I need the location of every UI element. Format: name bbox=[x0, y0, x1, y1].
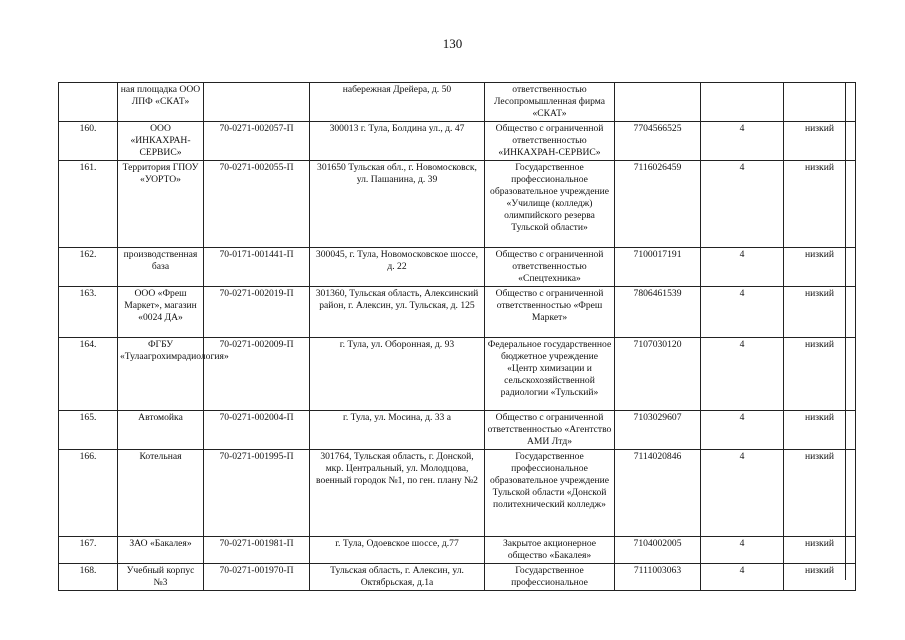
risk-level: низкий bbox=[784, 248, 856, 287]
row-number: 167. bbox=[59, 537, 118, 564]
object-name: производственная база bbox=[118, 248, 204, 287]
row-number bbox=[59, 83, 118, 122]
risk-level: низкий bbox=[784, 537, 856, 564]
object-code: 70-0271-001970-П bbox=[204, 564, 310, 591]
risk-level: низкий bbox=[784, 411, 856, 450]
object-name: ООО «Фреш Маркет», магазин «0024 ДА» bbox=[118, 287, 204, 338]
table-row bbox=[59, 537, 856, 564]
organization: Общество с ограниченной ответственностью «Спецтехника» bbox=[485, 248, 615, 287]
risk-level: низкий bbox=[784, 287, 856, 338]
object-address: набережная Дрейера, д. 50 bbox=[310, 83, 485, 122]
object-address: г. Тула, Одоевское шоссе, д.77 bbox=[310, 537, 485, 564]
object-code: 70-0271-001981-П bbox=[204, 537, 310, 564]
object-name: ная площадка ООО ЛПФ «СКАТ» bbox=[118, 83, 204, 122]
row-number: 165. bbox=[59, 411, 118, 450]
table-row bbox=[59, 122, 856, 161]
inn: 7116026459 bbox=[615, 161, 701, 248]
table-row bbox=[59, 248, 856, 287]
registry-table bbox=[58, 82, 856, 591]
category: 4 bbox=[701, 122, 784, 161]
risk-level: низкий bbox=[784, 564, 856, 591]
row-number: 166. bbox=[59, 450, 118, 537]
page-number: 130 bbox=[442, 36, 463, 51]
object-address: г. Тула, ул. Оборонная, д. 93 bbox=[310, 338, 485, 411]
table-row bbox=[59, 83, 856, 122]
inn: 7100017191 bbox=[615, 248, 701, 287]
row-number: 161. bbox=[59, 161, 118, 248]
table-row bbox=[59, 287, 856, 338]
object-name: ЗАО «Бакалея» bbox=[118, 537, 204, 564]
object-code: 70-0271-001995-П bbox=[204, 450, 310, 537]
organization: Государственное профессиональное образовательное учреждение «Училище (колледж) олимпийского резерва Тульской области» bbox=[485, 161, 615, 248]
table-row bbox=[59, 450, 856, 537]
category: 4 bbox=[701, 338, 784, 411]
object-address: 301650 Тульская обл., г. Новомосковск, ул. Пашанина, д. 39 bbox=[310, 161, 485, 248]
object-address: Тульская область, г. Алексин, ул. Октябрьская, д.1а bbox=[310, 564, 485, 591]
table-row bbox=[59, 338, 856, 411]
object-name: Учебный корпус №3 bbox=[118, 564, 204, 591]
category: 4 bbox=[701, 450, 784, 537]
risk-level: низкий bbox=[784, 122, 856, 161]
row-number: 168. bbox=[59, 564, 118, 591]
organization: Закрытое акционерное общество «Бакалея» bbox=[485, 537, 615, 564]
category: 4 bbox=[701, 411, 784, 450]
object-name: ООО «ИНКАХРАН-СЕРВИС» bbox=[118, 122, 204, 161]
organization: Общество с ограниченной ответственностью «Фреш Маркет» bbox=[485, 287, 615, 338]
object-code: 70-0271-002057-П bbox=[204, 122, 310, 161]
object-name: Автомойка bbox=[118, 411, 204, 450]
inn: 7704566525 bbox=[615, 122, 701, 161]
row-number: 163. bbox=[59, 287, 118, 338]
row-number: 162. bbox=[59, 248, 118, 287]
table-edge-line bbox=[845, 82, 846, 580]
object-address: г. Тула, ул. Мосина, д. 33 а bbox=[310, 411, 485, 450]
organization: Государственное профессиональное bbox=[485, 564, 615, 591]
inn: 7104002005 bbox=[615, 537, 701, 564]
table-row bbox=[59, 161, 856, 248]
inn: 7114020846 bbox=[615, 450, 701, 537]
object-code: 70-0271-002004-П bbox=[204, 411, 310, 450]
row-number: 164. bbox=[59, 338, 118, 411]
inn: 7107030120 bbox=[615, 338, 701, 411]
inn bbox=[615, 83, 701, 122]
inn: 7806461539 bbox=[615, 287, 701, 338]
object-code: 70-0271-002009-П bbox=[204, 338, 310, 411]
organization: Общество с ограниченной ответственностью «ИНКАХРАН-СЕРВИС» bbox=[485, 122, 615, 161]
object-name: ФГБУ «Тулаагрохимрадиология» bbox=[118, 338, 204, 411]
category: 4 bbox=[701, 564, 784, 591]
category: 4 bbox=[701, 161, 784, 248]
object-address: 300045, г. Тула, Новомосковское шоссе, д. 22 bbox=[310, 248, 485, 287]
table-row bbox=[59, 564, 856, 591]
object-code: 70-0271-002019-П bbox=[204, 287, 310, 338]
organization: Общество с ограниченной ответственностью «Агентство АМИ Лтд» bbox=[485, 411, 615, 450]
object-code: 70-0271-002055-П bbox=[204, 161, 310, 248]
object-address: 301360, Тульская область, Алексинский район, г. Алексин, ул. Тульская, д. 125 bbox=[310, 287, 485, 338]
object-name: Котельная bbox=[118, 450, 204, 537]
organization: Государственное профессиональное образовательное учреждение Тульской области «Донской политехнический колледж» bbox=[485, 450, 615, 537]
category: 4 bbox=[701, 248, 784, 287]
risk-level: низкий bbox=[784, 161, 856, 248]
category bbox=[701, 83, 784, 122]
object-name: Территория ГПОУ «УОРТО» bbox=[118, 161, 204, 248]
risk-level: низкий bbox=[784, 338, 856, 411]
organization: ответственностью Лесопромышленная фирма «СКАТ» bbox=[485, 83, 615, 122]
object-code bbox=[204, 83, 310, 122]
table-row bbox=[59, 411, 856, 450]
category: 4 bbox=[701, 287, 784, 338]
risk-level: низкий bbox=[784, 450, 856, 537]
category: 4 bbox=[701, 537, 784, 564]
inn: 7111003063 bbox=[615, 564, 701, 591]
object-code: 70-0171-001441-П bbox=[204, 248, 310, 287]
inn: 7103029607 bbox=[615, 411, 701, 450]
organization: Федеральное государственное бюджетное учреждение «Центр химизации и сельскохозяйственной радиологии «Тульский» bbox=[485, 338, 615, 411]
object-address: 301764, Тульская область, г. Донской, мкр. Центральный, ул. Молодцова, военный городок №1, по ген. плану №2 bbox=[310, 450, 485, 537]
object-address: 300013 г. Тула, Болдина ул., д. 47 bbox=[310, 122, 485, 161]
row-number: 160. bbox=[59, 122, 118, 161]
